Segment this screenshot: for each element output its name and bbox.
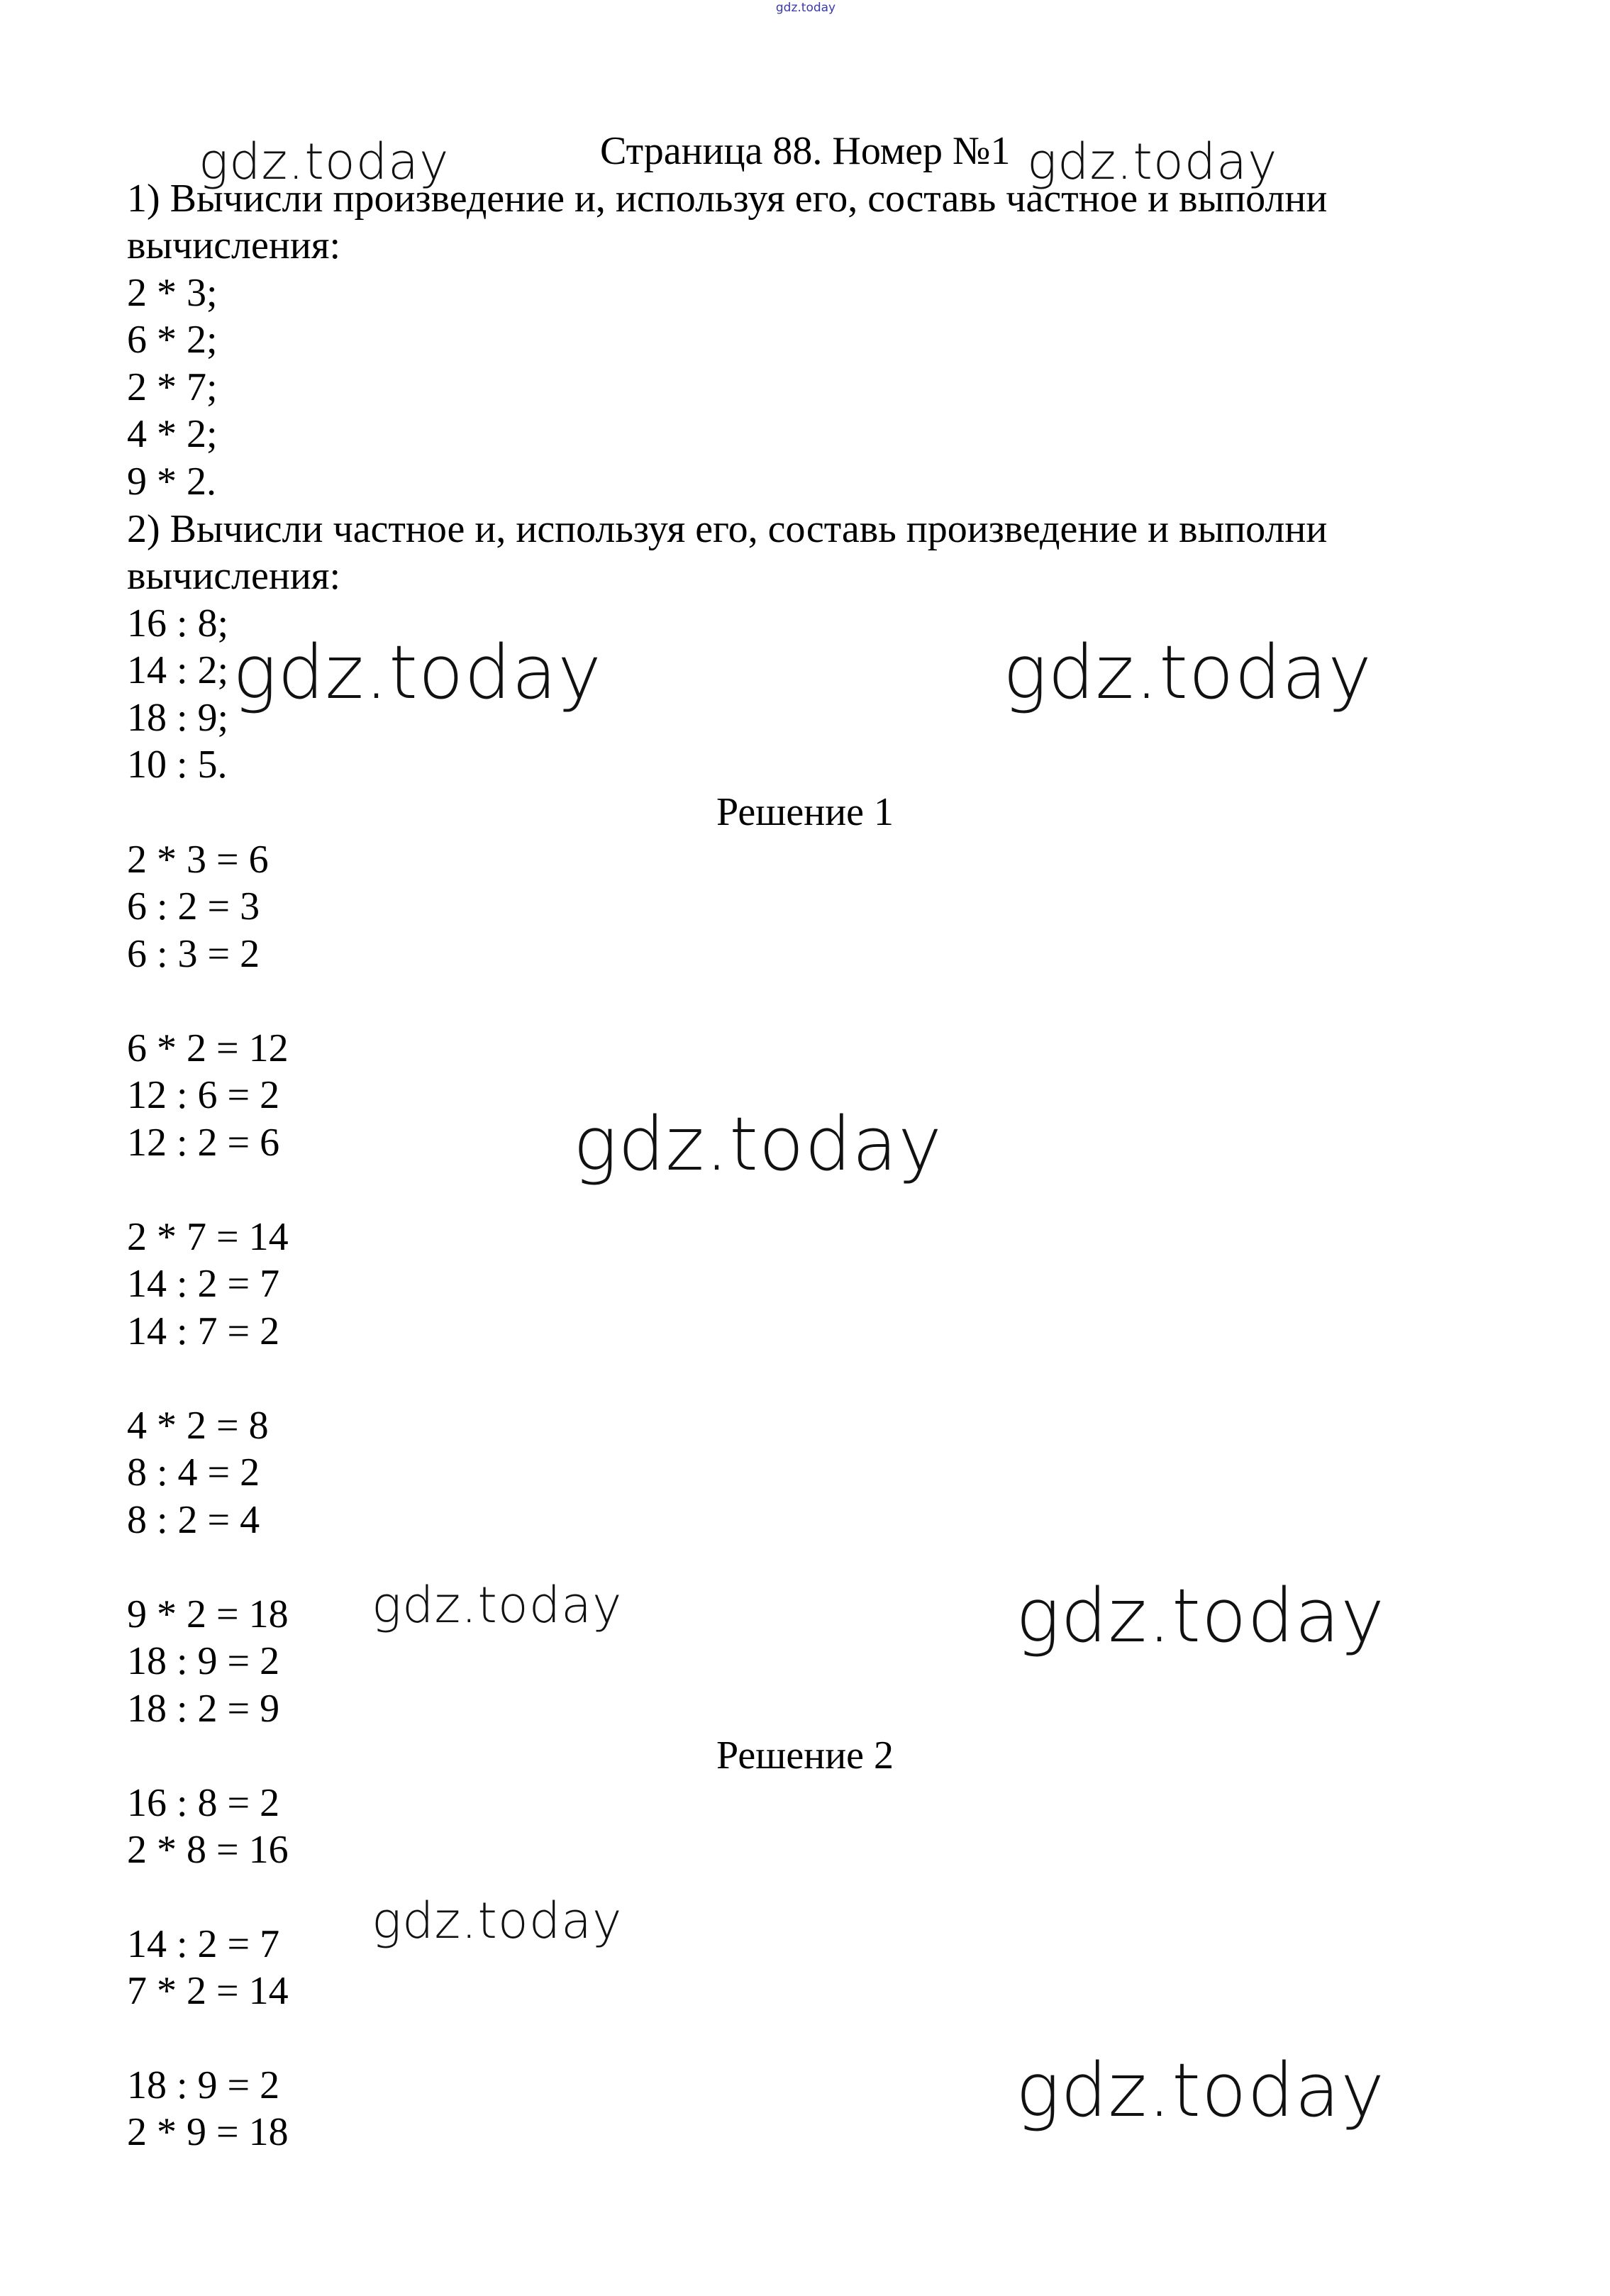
solution1-line: 12 : 2 = 6 [127, 1121, 280, 1165]
watermark: gdz.today [372, 1576, 623, 1634]
watermark: gdz.today [199, 133, 450, 191]
solution2-line: 16 : 8 = 2 [127, 1781, 280, 1825]
solution2-line: 18 : 9 = 2 [127, 2063, 280, 2107]
task2-item: 18 : 9; [127, 696, 229, 740]
solution1-line: 2 * 7 = 14 [127, 1215, 289, 1259]
watermark: gdz.today [233, 629, 602, 716]
task1-item: 2 * 3; [127, 271, 218, 315]
task2-item: 16 : 8; [127, 601, 229, 645]
task2-item: 14 : 2; [127, 648, 229, 692]
solution1-line: 14 : 7 = 2 [127, 1309, 280, 1353]
watermark: gdz.today [1016, 2047, 1385, 2134]
solution2-line: 2 * 8 = 16 [127, 1828, 289, 1872]
solution1-line: 18 : 9 = 2 [127, 1639, 280, 1683]
solution1-line: 2 * 3 = 6 [127, 838, 269, 882]
task1-line2: вычисления: [127, 223, 341, 267]
solution1-line: 6 : 2 = 3 [127, 884, 260, 928]
watermark: gdz.today [573, 1101, 943, 1187]
watermark: gdz.today [1016, 1573, 1385, 1659]
task1-item: 6 * 2; [127, 318, 218, 362]
task2-line1: 2) Вычисли частное и, используя его, составь произведение и выполни [127, 507, 1328, 551]
solution1-line: 8 : 4 = 2 [127, 1451, 260, 1494]
task2-item: 10 : 5. [127, 743, 228, 787]
solution2-line: 14 : 2 = 7 [127, 1922, 280, 1966]
solution1-line: 9 * 2 = 18 [127, 1592, 289, 1636]
solution1-line: 14 : 2 = 7 [127, 1262, 280, 1306]
watermark: gdz.today [372, 1892, 623, 1950]
solution2-line: 2 * 9 = 18 [127, 2110, 289, 2154]
watermark: gdz.today [1003, 629, 1372, 716]
task1-line1: 1) Вычисли произведение и, используя его, составь частное и выполни [127, 177, 1328, 221]
solution1-title: Решение 1 [716, 790, 894, 834]
page-title: Страница 88. Номер №1 [600, 129, 1011, 173]
task2-line2: вычисления: [127, 554, 341, 598]
task1-item: 4 * 2; [127, 412, 218, 456]
task1-item: 2 * 7; [127, 365, 218, 409]
solution1-line: 18 : 2 = 9 [127, 1687, 280, 1731]
watermark: gdz.today [1027, 133, 1278, 191]
task1-item: 9 * 2. [127, 460, 216, 504]
solution2-title: Решение 2 [716, 1734, 894, 1778]
top-watermark: gdz.today [775, 1, 836, 15]
solution1-line: 6 * 2 = 12 [127, 1026, 289, 1070]
solution1-line: 8 : 2 = 4 [127, 1498, 260, 1542]
solution1-line: 12 : 6 = 2 [127, 1073, 280, 1117]
solution1-line: 4 * 2 = 8 [127, 1404, 269, 1448]
solution2-line: 7 * 2 = 14 [127, 1969, 289, 2013]
solution1-line: 6 : 3 = 2 [127, 932, 260, 976]
